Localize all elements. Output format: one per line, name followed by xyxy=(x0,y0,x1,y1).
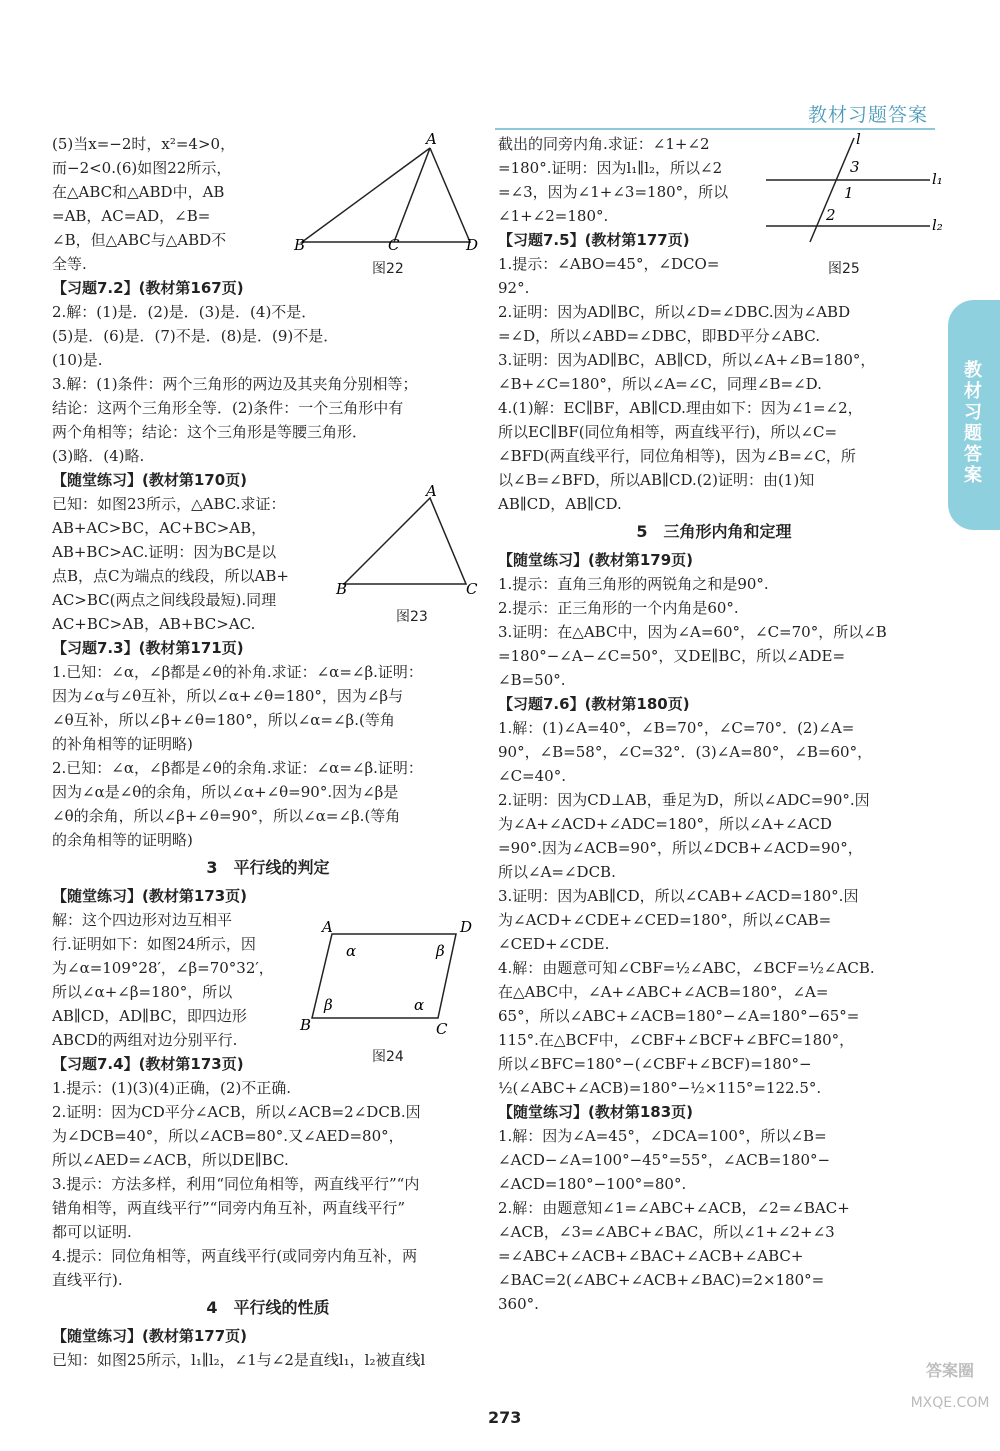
fig23-label-b: B xyxy=(336,580,348,598)
text-line: ∠B+∠C=180°，所以∠A=∠C，同理∠B=∠D. xyxy=(498,375,822,393)
text-line: AC>BC(两点之间线段最短).同理 xyxy=(52,591,277,609)
text-line: ∠1+∠2=180°. xyxy=(498,207,609,225)
fig25-label-l1: l₁ xyxy=(932,170,943,188)
fig25-label-3: 3 xyxy=(850,158,860,176)
text-line: 两个角相等；结论：这个三角形是等腰三角形． xyxy=(52,423,368,441)
text-line: 已知：如图23所示，△ABC.求证： xyxy=(52,495,286,513)
text-line: 115°.在△BCF中，∠CBF+∠BCF+∠BFC=180°， xyxy=(498,1031,855,1049)
exercise-heading: 【随堂练习】(教材第170页) xyxy=(52,471,248,489)
text-line: AC+BC>AB，AB+BC>AC. xyxy=(52,615,256,633)
text-line: 都可以证明. xyxy=(52,1223,132,1241)
figure-22-caption: 图22 xyxy=(372,261,404,277)
fig23-label-a: A xyxy=(426,482,437,500)
text-line: 因为∠α与∠θ互补，所以∠α+∠θ=180°，因为∠β与 xyxy=(52,687,404,705)
text-line: 360°. xyxy=(498,1295,539,1313)
text-line: 截出的同旁内角.求证：∠1+∠2 xyxy=(498,135,710,153)
exercise-heading: 【随堂练习】(教材第173页) xyxy=(52,887,248,905)
text-line: 所以∠BFC=180°−(∠CBF+∠BCF)=180°− xyxy=(498,1055,812,1073)
exercise-heading: 【习题7.5】(教材第177页) xyxy=(498,231,690,249)
text-line: 为∠ACD+∠CDE+∠CED=180°，所以∠CAB= xyxy=(498,911,832,929)
text-line: (5)是．(6)是．(7)不是．(8)是．(9)不是． xyxy=(52,327,339,345)
text-line: 点B，点C为端点的线段，所以AB+ xyxy=(52,567,289,585)
text-line: 错角相等，两直线平行”“同旁内角互补，两直线平行” xyxy=(52,1199,406,1217)
watermark-url: MXQE.COM xyxy=(910,1395,990,1411)
text-line: 2.证明：因为CD平分∠ACB，所以∠ACB=2∠DCB.因 xyxy=(52,1103,421,1121)
fig24-angle-alpha-a: α xyxy=(346,942,357,960)
text-line: 1.提示：直角三角形的两锐角之和是90°. xyxy=(498,575,769,593)
text-line: 所以∠α+∠β=180°，所以 xyxy=(52,983,233,1001)
text-line: ∠BFD(两直线平行，同位角相等)，因为∠B=∠C，所 xyxy=(498,447,856,465)
text-line: =180°−∠A−∠C=50°，又DE∥BC，所以∠ADE= xyxy=(498,647,846,665)
fig25-label-l2: l₂ xyxy=(932,216,943,234)
text-line: 因为∠α是∠θ的余角，所以∠α+∠θ=90°.因为∠β是 xyxy=(52,783,399,801)
text-line: ∠BAC=2(∠ABC+∠ACB+∠BAC)=2×180°= xyxy=(498,1271,825,1289)
section-heading: 4 平行线的性质 xyxy=(206,1298,330,1317)
fig24-angle-beta-b: β xyxy=(324,996,333,1014)
text-line: 直线平行). xyxy=(52,1271,123,1289)
text-line: 所以EC∥BF(同位角相等，两直线平行)，所以∠C= xyxy=(498,423,838,441)
text-line: 为∠A+∠ACD+∠ADC=180°，所以∠A+∠ACD xyxy=(498,815,832,833)
text-line: (10)是. xyxy=(52,351,103,369)
text-line: 在△ABC中，∠A+∠ABC+∠ACB=180°，∠A= xyxy=(498,983,829,1001)
text-line: 已知：如图25所示，l₁∥l₂，∠1与∠2是直线l₁，l₂被直线l xyxy=(52,1351,426,1369)
fig24-angle-alpha-c: α xyxy=(414,996,425,1014)
text-line: =∠ABC+∠ACB+∠BAC+∠ACB+∠ABC+ xyxy=(498,1247,804,1265)
text-line: 3.提示：方法多样，利用“同位角相等，两直线平行”“内 xyxy=(52,1175,420,1193)
figure-24 xyxy=(296,920,486,1036)
fig22-label-c: C xyxy=(388,236,400,254)
page-number: 273 xyxy=(488,1408,522,1427)
fig24-label-d: D xyxy=(460,918,473,936)
text-line: 在△ABC和△ABD中，AB xyxy=(52,183,225,201)
text-line: =90°.因为∠ACB=90°，所以∠DCB+∠ACD=90°， xyxy=(498,839,863,857)
text-line: 解：这个四边形对边互相平 xyxy=(52,911,233,929)
fig25-label-l: l xyxy=(856,130,861,148)
text-line: 3.证明：因为AB∥CD，所以∠CAB+∠ACD=180°.因 xyxy=(498,887,859,905)
fig25-label-2: 2 xyxy=(826,206,836,224)
right-column xyxy=(498,132,930,1316)
figure-25 xyxy=(760,130,943,246)
text-line: 2.提示：正三角形的一个内角是60°. xyxy=(498,599,739,617)
fig22-label-b: B xyxy=(294,236,306,254)
text-line: ∠B，但△ABC与△ABD不 xyxy=(52,231,227,249)
fig22-label-a: A xyxy=(426,130,437,148)
text-line: ∠θ的余角，所以∠β+∠θ=90°，所以∠α=∠β.(等角 xyxy=(52,807,401,825)
text-line: AB+BC>AC.证明：因为BC是以 xyxy=(52,543,277,561)
side-tab-label: 教材习题答案 xyxy=(961,360,982,486)
text-line: 全等. xyxy=(52,255,87,273)
text-line: 2.解：由题意知∠1=∠ABC+∠ACB，∠2=∠BAC+ xyxy=(498,1199,850,1217)
text-line: 2.证明：因为CD⊥AB，垂足为D，所以∠ADC=90°.因 xyxy=(498,791,870,809)
text-line: 的补角相等的证明略) xyxy=(52,735,193,753)
text-line: ∠ACD−∠A=100°−45°=55°，∠ACB=180°− xyxy=(498,1151,831,1169)
text-line: 而−2<0.(6)如图22所示， xyxy=(52,159,232,177)
fig25-label-1: 1 xyxy=(844,184,854,202)
text-line: 的余角相等的证明略) xyxy=(52,831,193,849)
text-line: 3.证明：在△ABC中，因为∠A=60°，∠C=70°，所以∠B xyxy=(498,623,887,641)
text-line: ∠θ互补，所以∠β+∠θ=180°，所以∠α=∠β.(等角 xyxy=(52,711,395,729)
text-line: =180°.证明：因为l₁∥l₂，所以∠2 xyxy=(498,159,723,177)
text-line: 以∠B=∠BFD，所以AB∥CD.(2)证明：由(1)知 xyxy=(498,471,815,489)
fig24-label-c: C xyxy=(436,1020,448,1038)
text-line: =∠D，所以∠ABD=∠DBC，即BD平分∠ABC. xyxy=(498,327,821,345)
text-line: 4.(1)解：EC∥BF，AB∥CD.理由如下：因为∠1=∠2， xyxy=(498,399,863,417)
exercise-heading: 【习题7.3】(教材第171页) xyxy=(52,639,244,657)
text-line: AB∥CD，AB∥CD. xyxy=(498,495,622,513)
text-line: (5)当x=−2时，x²=4>0， xyxy=(52,135,236,153)
text-line: ∠CED+∠CDE. xyxy=(498,935,610,953)
text-line: ½(∠ABC+∠ACB)=180°−½×115°=122.5°. xyxy=(498,1079,822,1097)
fig24-angle-beta-d: β xyxy=(436,942,445,960)
text-line: AB∥CD，AD∥BC，即四边形 xyxy=(52,1007,247,1025)
exercise-heading: 【习题7.2】(教材第167页) xyxy=(52,279,244,297)
text-line: 为∠α=109°28′，∠β=70°32′， xyxy=(52,959,274,977)
exercise-heading: 【习题7.6】(教材第180页) xyxy=(498,695,690,713)
figure-22 xyxy=(288,132,488,252)
text-line: 3.解：(1)条件：两个三角形的两边及其夹角分别相等； xyxy=(52,375,418,393)
exercise-heading: 【随堂练习】(教材第179页) xyxy=(498,551,694,569)
text-line: AB+AC>BC，AC+BC>AB， xyxy=(52,519,267,537)
text-line: 所以∠A=∠DCB. xyxy=(498,863,616,881)
exercise-heading: 【随堂练习】(教材第183页) xyxy=(498,1103,694,1121)
text-line: ∠B=50°. xyxy=(498,671,566,689)
page-header-title: 教材习题答案 xyxy=(808,104,929,126)
text-line: ∠ACB，∠3=∠ABC+∠BAC，所以∠1+∠2+∠3 xyxy=(498,1223,835,1241)
text-line: 2.已知：∠α，∠β都是∠θ的余角.求证：∠α=∠β.证明： xyxy=(52,759,423,777)
fig24-label-a: A xyxy=(322,918,333,936)
fig22-label-d: D xyxy=(466,236,479,254)
fig23-label-c: C xyxy=(466,580,478,598)
text-line: 90°，∠B=58°，∠C=32°．(3)∠A=80°，∠B=60°， xyxy=(498,743,873,761)
section-heading: 3 平行线的判定 xyxy=(206,858,330,877)
exercise-heading: 【习题7.4】(教材第173页) xyxy=(52,1055,244,1073)
text-line: 1.解：因为∠A=45°，∠DCA=100°，所以∠B= xyxy=(498,1127,827,1145)
figure-23 xyxy=(334,484,484,596)
section-heading: 5 三角形内角和定理 xyxy=(636,522,792,541)
text-line: 行.证明如下：如图24所示，因 xyxy=(52,935,256,953)
text-line: 为∠DCB=40°，所以∠ACB=80°.又∠AED=80°， xyxy=(52,1127,404,1145)
text-line: 1.提示：(1)(3)(4)正确，(2)不正确. xyxy=(52,1079,292,1097)
fig24-label-b: B xyxy=(300,1016,312,1034)
figure-23-caption: 图23 xyxy=(396,609,428,625)
text-line: ∠ACD=180°−100°=80°. xyxy=(498,1175,687,1193)
text-line: (3)略．(4)略. xyxy=(52,447,145,465)
text-line: 2.解：(1)是．(2)是．(3)是．(4)不是． xyxy=(52,303,317,321)
left-column xyxy=(52,132,484,1372)
text-line: 65°，所以∠ABC+∠ACB=180°−∠A=180°−65°= xyxy=(498,1007,860,1025)
text-line: =∠3，因为∠1+∠3=180°，所以 xyxy=(498,183,729,201)
figure-24-caption: 图24 xyxy=(372,1049,404,1065)
text-line: 4.提示：同位角相等，两直线平行(或同旁内角互补，两 xyxy=(52,1247,418,1265)
text-line: 所以∠AED=∠ACB，所以DE∥BC. xyxy=(52,1151,289,1169)
text-line: 92°. xyxy=(498,279,530,297)
text-line: ∠C=40°. xyxy=(498,767,566,785)
text-line: 2.证明：因为AD∥BC，所以∠D=∠DBC.因为∠ABD xyxy=(498,303,851,321)
text-line: 1.提示：∠ABO=45°，∠DCO= xyxy=(498,255,720,273)
text-line: ABCD的两组对边分别平行. xyxy=(52,1031,238,1049)
text-line: 4.解：由题意可知∠CBF=½∠ABC，∠BCF=½∠ACB. xyxy=(498,959,875,977)
text-line: 1.解：(1)∠A=40°，∠B=70°，∠C=70°．(2)∠A= xyxy=(498,719,855,737)
text-line: 结论：这两个三角形全等．(2)条件：一个三角形中有 xyxy=(52,399,404,417)
text-line: =AB，AC=AD，∠B= xyxy=(52,207,211,225)
text-line: 1.已知：∠α，∠β都是∠θ的补角.求证：∠α=∠β.证明： xyxy=(52,663,423,681)
text-line: 3.证明：因为AD∥BC，AB∥CD，所以∠A+∠B=180°， xyxy=(498,351,876,369)
exercise-heading: 【随堂练习】(教材第177页) xyxy=(52,1327,248,1345)
watermark-logo-text: 答案圈 xyxy=(925,1361,974,1380)
figure-25-caption: 图25 xyxy=(828,261,860,277)
